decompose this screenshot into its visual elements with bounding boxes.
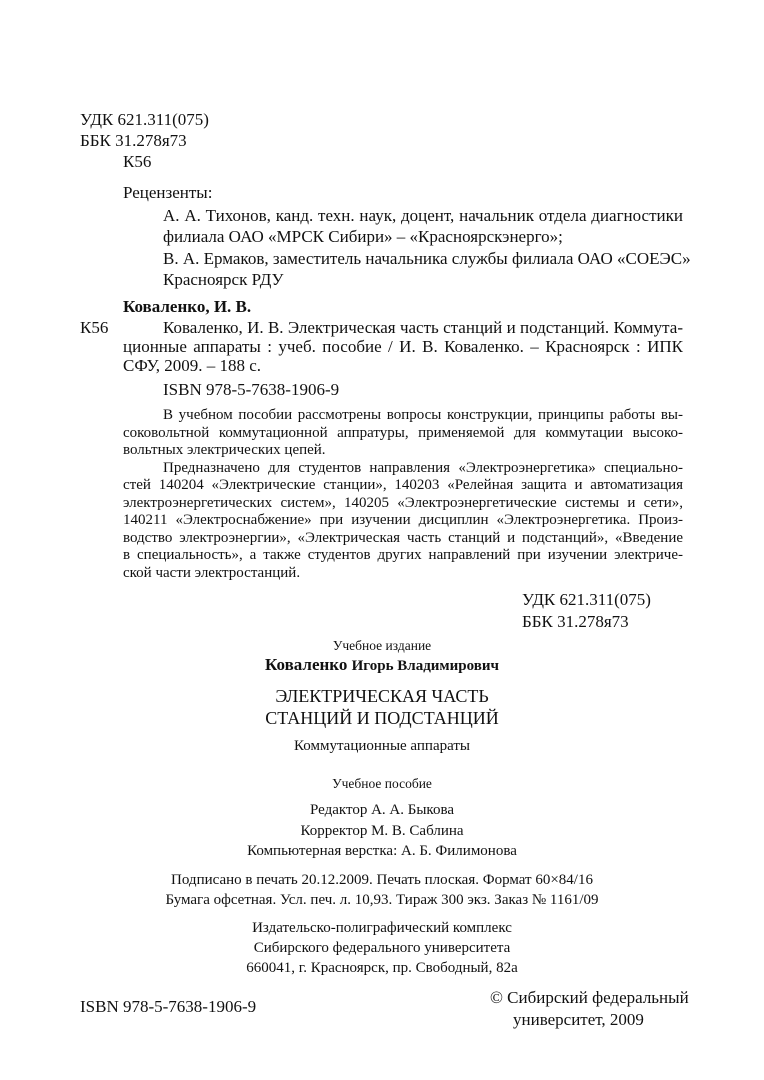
print-info: Подписано в печать 20.12.2009. Печать плоская. Формат 60×84/16 [171, 872, 593, 888]
copyright: © Сибирский федеральный [490, 988, 689, 1007]
footer-isbn: ISBN 978-5-7638-1906-9 [80, 997, 257, 1016]
catalog-line: ционные аппараты : учеб. пособие / И. В. Коваленко. – Красноярск : ИПК [123, 337, 683, 356]
copyright: университет, 2009 [513, 1010, 644, 1029]
reviewers-heading: Рецензенты: [123, 183, 213, 202]
reviewer-line: А. А. Тихонов, канд. техн. наук, доцент, начальник отдела диагностики [163, 206, 683, 225]
abstract-line: 140211 «Электроснабжение» при изучении дисциплин «Электроэнергетика. Произ- [123, 512, 683, 528]
abstract-line: Предназначено для студентов направления «Электроэнергетика» специально- [163, 459, 683, 476]
catalog-line: Коваленко, И. В. Электрическая часть станций и подстанций. Коммута- [163, 318, 683, 337]
bbk-code: ББК 31.278я73 [522, 612, 629, 631]
publisher: Сибирского федерального университета [253, 940, 511, 956]
subtitle: Коммутационные аппараты [293, 738, 471, 754]
catalog-mark: К56 [80, 318, 109, 337]
author-mark: К56 [123, 152, 152, 171]
edition-type: Учебное издание [332, 638, 432, 653]
udk-code: УДК 621.311(075) [522, 590, 651, 609]
abstract-line: водство электроэнергии», «Электрическая часть станций и подстанций», «Введение [123, 529, 683, 546]
title-line: ЭЛЕКТРИЧЕСКАЯ ЧАСТЬ [275, 686, 489, 706]
abstract-line: вольтных электрических цепей. [123, 442, 326, 458]
abstract-line: ской части электростанций. [123, 564, 301, 581]
print-info: Бумага офсетная. Усл. печ. л. 10,93. Тираж 300 экз. Заказ № 1161/09 [165, 892, 599, 908]
catalog-author-heading: Коваленко, И. В. [123, 297, 252, 316]
editor: Редактор А. А. Быкова [309, 802, 455, 818]
abstract-line: стей 140204 «Электрические станции», 140203 «Релейная защита и автоматизация [123, 477, 683, 493]
abstract-line: В учебном пособии рассмотрены вопросы конструкции, принципы работы вы- [163, 407, 683, 423]
abstract-line: электроэнергетических систем», 140205 «Электроэнергетические системы и сети», [123, 494, 683, 511]
reviewer-line: В. А. Ермаков, заместитель начальника службы филиала ОАО «СОЕЭС» [163, 249, 691, 268]
corrector: Корректор М. В. Саблина [300, 823, 464, 839]
book-type: Учебное пособие [332, 776, 432, 791]
author-given-name: Игорь Владимирович [351, 658, 499, 674]
bbk-code: ББК 31.278я73 [80, 131, 187, 150]
reviewer-line: филиала ОАО «МРСК Сибири» – «Красноярскэнерго»; [163, 227, 563, 246]
layout-credit: Компьютерная верстка: А. Б. Филимонова [247, 843, 517, 859]
udk-code: УДК 621.311(075) [80, 110, 209, 129]
publisher-address: 660041, г. Красноярск, пр. Свободный, 82а [246, 960, 518, 976]
catalog-isbn: ISBN 978-5-7638-1906-9 [163, 380, 340, 399]
publisher: Издательско-полиграфический комплекс [252, 920, 512, 936]
abstract-line: соковольтной коммутационной аппратуры, применяемой для коммутации высоко- [123, 424, 683, 441]
catalog-line: СФУ, 2009. – 188 с. [123, 356, 262, 375]
author-full-name [0, 655, 764, 676]
reviewer-line: Красноярск РДУ [163, 270, 284, 289]
abstract-line: в специальность», а также студентов других направлений при изучении электриче- [123, 547, 683, 563]
author-surname: Коваленко [265, 655, 348, 674]
title-line: СТАНЦИЙ И ПОДСТАНЦИЙ [265, 708, 499, 728]
